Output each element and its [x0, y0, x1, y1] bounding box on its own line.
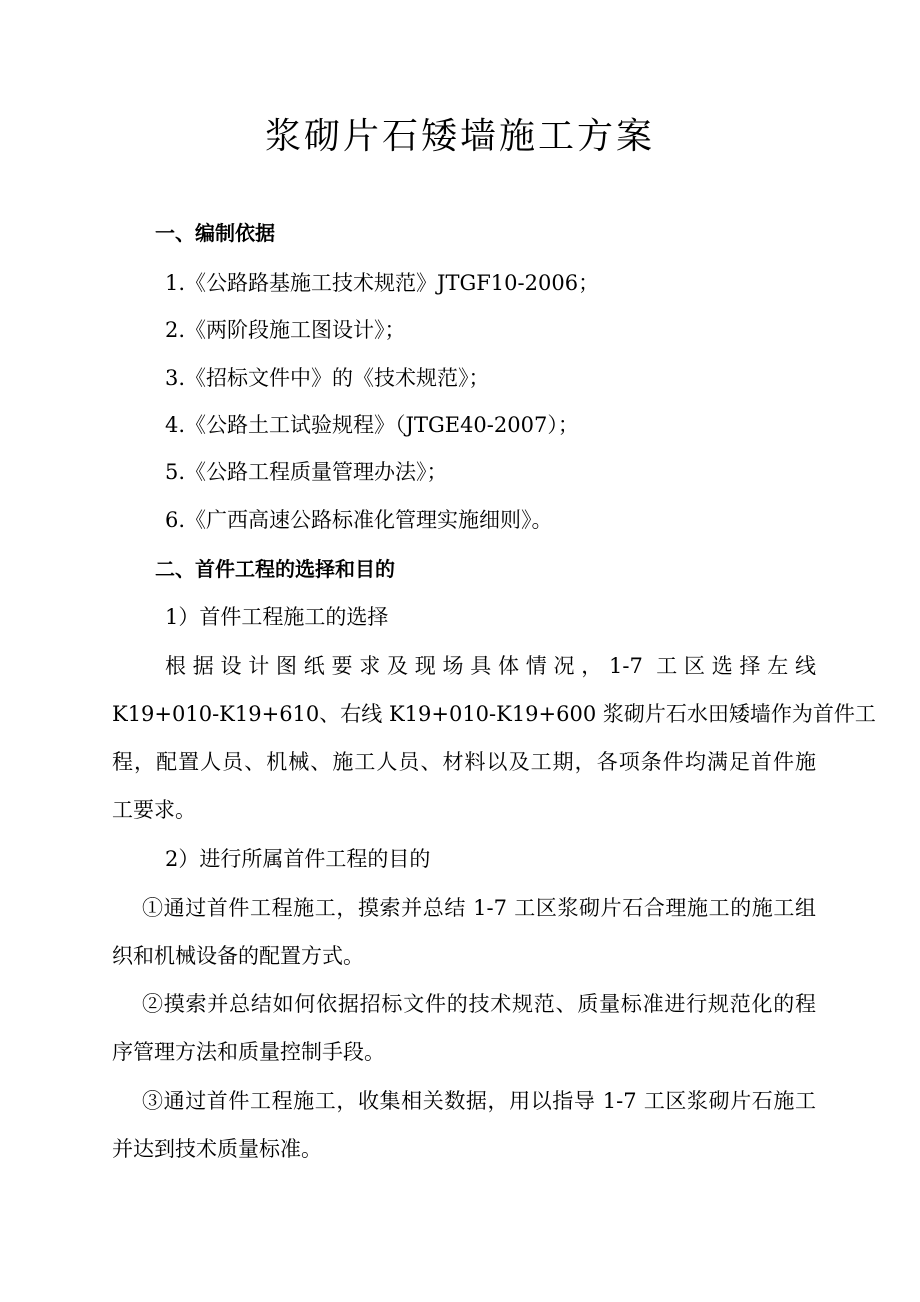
basis-item-6: 6.《广西高速公路标准化管理实施细则》。 [165, 508, 553, 532]
section-heading-first-project: 二、首件工程的选择和目的 [155, 557, 395, 581]
document-title: 浆砌片石矮墙施工方案 [264, 116, 655, 157]
subheading-purpose: 2）进行所属首件工程的目的 [165, 847, 431, 871]
subheading-selection: 1）首件工程施工的选择 [165, 605, 389, 629]
basis-item-3: 3.《招标文件中》的《技术规范》； [165, 366, 490, 390]
selection-paragraph-line-1: 根据设计图纸要求及现场具体情况，1-7 工区选择左线 [165, 654, 816, 678]
purpose-point-1-line-2: 织和机械设备的配置方式。 [112, 944, 364, 968]
basis-item-4: 4.《公路土工试验规程》（JTGE40-2007）； [165, 413, 579, 437]
purpose-point-3-line-1: ③通过首件工程施工，收集相关数据，用以指导 1-7 工区浆砌片石施工 [142, 1089, 816, 1113]
purpose-point-2-line-1: ②摸索并总结如何依据招标文件的技术规范、质量标准进行规范化的程 [142, 992, 816, 1016]
basis-item-5: 5.《公路工程质量管理办法》； [165, 460, 448, 484]
purpose-point-1-line-1: ①通过首件工程施工，摸索并总结 1-7 工区浆砌片石合理施工的施工组 [142, 896, 816, 920]
purpose-point-3-line-2: 并达到技术质量标准。 [112, 1137, 322, 1161]
purpose-point-2-line-2: 序管理方法和质量控制手段。 [112, 1040, 385, 1064]
selection-paragraph-line-4: 工要求。 [112, 798, 196, 822]
basis-item-1: 1.《公路路基施工技术规范》JTGF10-2006； [165, 271, 600, 295]
selection-paragraph-line-2: K19+010-K19+610、右线 K19+010-K19+600 浆砌片石水田矮墙作为首件工 [112, 702, 876, 726]
selection-paragraph-line-3: 程，配置人员、机械、施工人员、材料以及工期，各项条件均满足首件施 [112, 750, 816, 774]
section-heading-basis: 一、编制依据 [155, 221, 275, 245]
basis-item-2: 2.《两阶段施工图设计》； [165, 318, 406, 342]
